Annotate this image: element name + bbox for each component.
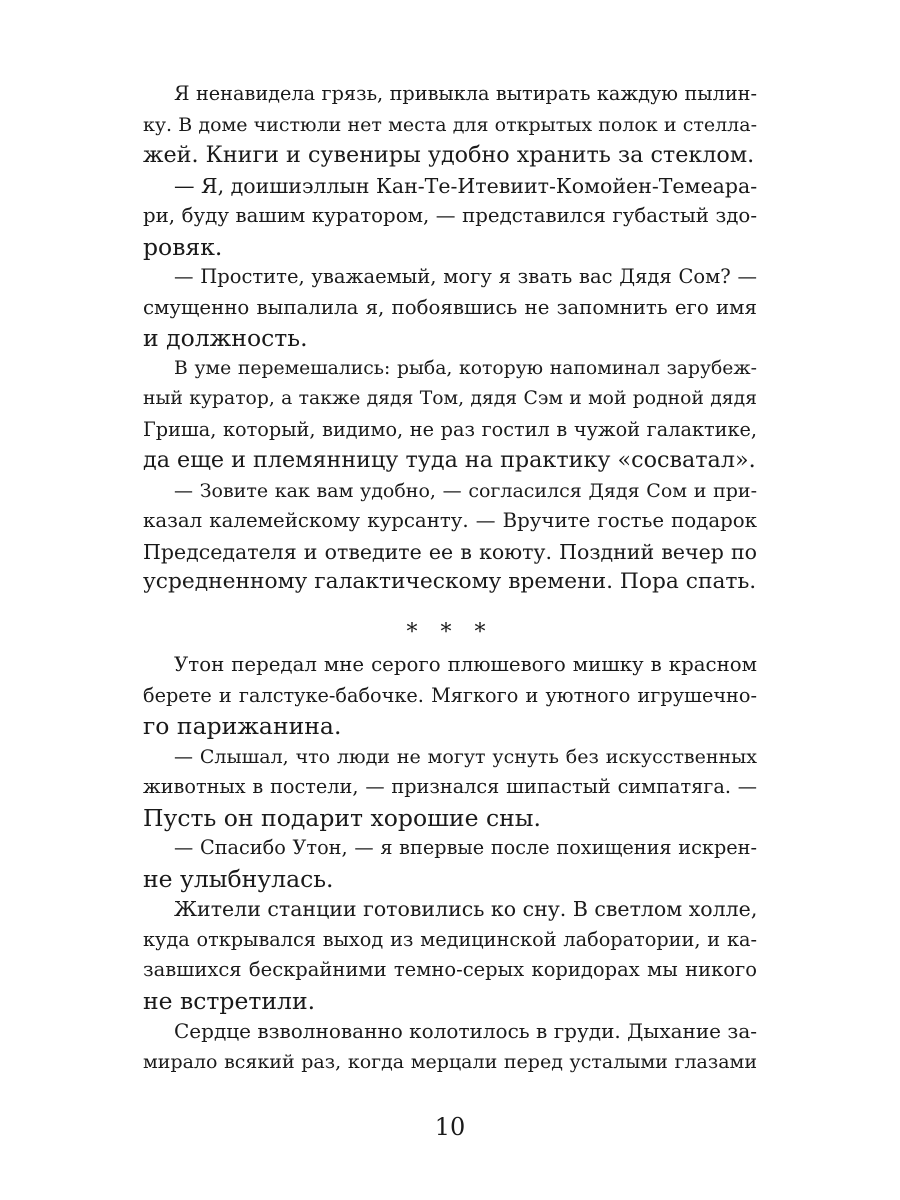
text-line: казал калемейскому курсанту. — Вручите гостье подарок bbox=[143, 509, 757, 532]
text-line: животных в постели, — признался шипастый симпатяга. — bbox=[143, 775, 757, 798]
text-line: — Простите, уважаемый, могу я звать вас Дядя Сом? — bbox=[174, 265, 757, 288]
text-line: го парижанина. bbox=[143, 712, 342, 740]
text-line: В уме перемешались: рыба, которую напоминал зарубеж- bbox=[174, 357, 757, 379]
text-line: и должность. bbox=[143, 324, 308, 352]
section-separator: * * * bbox=[406, 620, 494, 645]
text-line: Жители станции готовились ко сну. В светлом холле, bbox=[174, 897, 758, 921]
text-line: не встретили. bbox=[143, 986, 316, 1015]
text-line: да еще и племянницу туда на практику «сосватал». bbox=[143, 447, 756, 473]
text-line: ку. В доме чистюли нет места для открытых полок и стелла- bbox=[143, 113, 757, 136]
text-line: ный куратор, а также дядя Том, дядя Сэм и мой родной дядя bbox=[143, 388, 757, 409]
text-line: Утон передал мне серого плюшевого мишку в красном bbox=[174, 653, 757, 676]
text-line: Пусть он подарит хорошие сны. bbox=[143, 803, 541, 832]
text-block-2 bbox=[143, 650, 757, 1077]
page-number: 10 bbox=[434, 1113, 466, 1141]
text-line: ровяк. bbox=[143, 232, 223, 261]
text-line: — Я, доишиэллын Кан-Те-Итевиит-Комойен-Темеара- bbox=[174, 173, 758, 198]
text-line: Гриша, который, видимо, не раз гостил в чужой галактике, bbox=[143, 417, 757, 441]
text-line: Я ненавидела грязь, привыкла вытирать каждую пылин- bbox=[174, 82, 757, 105]
text-line: Сердце взволнованно колотилось в груди. Дыхание за- bbox=[174, 1019, 757, 1043]
text-line: — Спасибо Утон, — я впервые после похищения искрен- bbox=[174, 836, 757, 859]
text-line: смущенно выпалила я, побоявшись не запомнить его имя bbox=[143, 295, 757, 319]
text-line: ри, буду вашим куратором, — представился губастый здо- bbox=[143, 204, 757, 227]
text-line: Председателя и отведите ее в коюту. Поздний вечер по bbox=[143, 539, 757, 564]
text-line: мирало всякий раз, когда мерцали перед усталыми глазами bbox=[143, 1050, 757, 1073]
text-line: усредненному галактическому времени. Пора спать. bbox=[143, 569, 757, 594]
text-block-1 bbox=[143, 79, 757, 598]
text-line: не улыбнулась. bbox=[143, 864, 334, 893]
text-line: завшихся бескрайними темно-серых коридорах мы никого bbox=[143, 958, 757, 981]
text-line: берете и галстуке-бабочке. Мягкого и уютного игрушечно- bbox=[143, 683, 757, 707]
text-line: жей. Книги и сувениры удобно хранить за стеклом. bbox=[143, 142, 755, 168]
text-line: — Зовите как вам удобно, — согласился Дядя Сом и при- bbox=[174, 479, 757, 502]
text-line: куда открывался выход из медицинской лаборатории, и ка- bbox=[143, 927, 757, 951]
text-line: — Слышал, что люди не могут уснуть без искусственных bbox=[174, 745, 757, 768]
